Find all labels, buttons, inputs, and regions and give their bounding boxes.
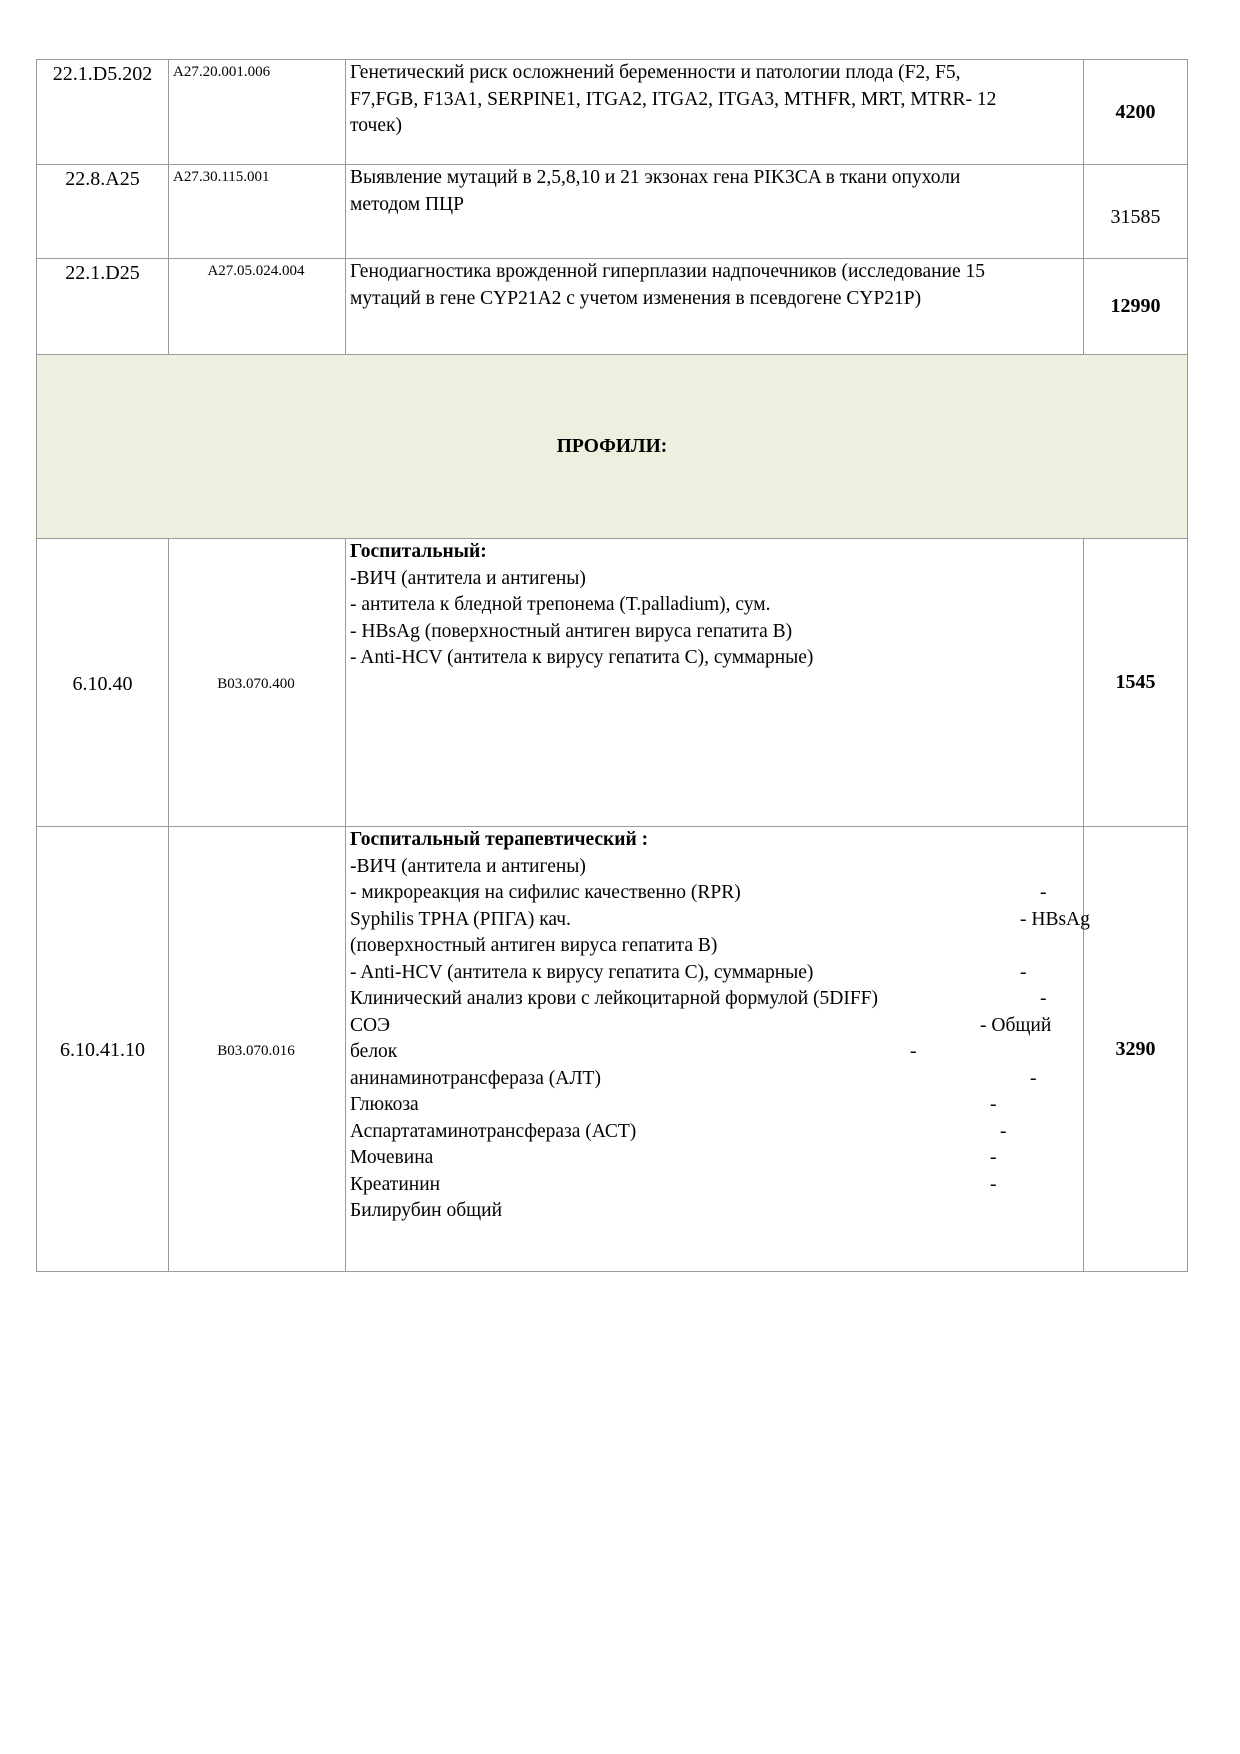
profile-lines <box>350 854 1090 1225</box>
description-line-continuation: - <box>990 1094 997 1115</box>
section-header-row <box>37 355 1188 539</box>
profile-title: Госпитальный терапевтический : <box>350 829 649 850</box>
service-description <box>346 259 1084 355</box>
description-line-continuation: - <box>1030 1067 1037 1089</box>
service-code: 22.8.A25 <box>37 165 169 259</box>
description-line <box>350 1172 1077 1199</box>
service-price: 31585 <box>1084 165 1188 259</box>
nomenclature-code: A27.20.001.006 <box>169 60 346 165</box>
description-line <box>350 1092 1077 1119</box>
table-row <box>37 60 1188 165</box>
service-description <box>346 60 1084 165</box>
nomenclature-code: A27.30.115.001 <box>169 165 346 259</box>
table-row <box>37 259 1188 355</box>
section-title: ПРОФИЛИ: <box>37 355 1188 539</box>
description-line <box>350 1145 1077 1172</box>
description-line <box>350 960 1077 987</box>
description-line-continuation: - <box>990 1147 997 1168</box>
description-line-continuation: - Общий <box>980 1014 1052 1036</box>
service-description <box>346 539 1084 827</box>
description-line: методом ПЦР <box>350 193 464 215</box>
description-line <box>350 854 1077 881</box>
description-line-continuation: - HBsAg <box>1020 908 1090 930</box>
service-code: 22.1.D5.202 <box>37 60 169 165</box>
description-line <box>350 1198 1077 1225</box>
price-list-table <box>36 59 1188 1272</box>
service-price: 3290 <box>1084 827 1188 1272</box>
profile-title: Госпитальный: <box>350 541 487 562</box>
nomenclature-code: B03.070.400 <box>169 539 346 827</box>
description-line: F7,FGB, F13A1, SERPINE1, ITGA2, ITGA2, ITGA3, MTHFR, MRT, MTRR- 12 <box>350 88 997 110</box>
description-line <box>350 1066 1077 1093</box>
nomenclature-code: B03.070.016 <box>169 827 346 1272</box>
table-row <box>37 165 1188 259</box>
description-line <box>350 907 1090 934</box>
description-line: - Anti-HCV (антитела к вирусу гепатита С), суммарные) <box>350 647 814 668</box>
description-line <box>350 986 1077 1013</box>
description-line-text: Аспартатаминотрансфераза (АСТ) <box>350 1120 637 1142</box>
description-line <box>350 933 1077 960</box>
service-code: 22.1.D25 <box>37 259 169 355</box>
description-line-text: анинаминотрансфераза (АЛТ) <box>350 1067 601 1089</box>
table-row <box>37 539 1188 827</box>
description-line: -ВИЧ (антитела и антигены) <box>350 567 586 589</box>
description-line <box>350 1013 1077 1040</box>
description-line-continuation: - <box>1040 988 1047 1009</box>
description-line-text: Клинический анализ крови с лейкоцитарной формулой (5DIFF) <box>350 988 879 1009</box>
description-line-text: Syphilis TPHA (РПГА) кач. <box>350 908 571 930</box>
description-line-text: Глюкоза <box>350 1094 419 1115</box>
description-line: точек) <box>350 115 402 136</box>
table-row <box>37 827 1188 1272</box>
description-line-continuation: - <box>1020 961 1027 983</box>
description-line-continuation: - <box>990 1173 997 1195</box>
description-line-continuation: - <box>1040 882 1047 903</box>
description-line-continuation: - <box>910 1041 917 1062</box>
description-line-text: - микрореакция на сифилис качественно (RPR) <box>350 882 741 903</box>
description-line-text: Мочевина <box>350 1147 434 1168</box>
description-line <box>350 1119 1077 1146</box>
description-line-text: белок <box>350 1041 398 1062</box>
service-description <box>346 827 1090 1272</box>
description-line <box>350 880 1077 907</box>
description-line <box>350 1039 1077 1066</box>
service-code: 6.10.41.10 <box>37 827 169 1272</box>
service-price: 4200 <box>1084 60 1188 165</box>
description-line: Генодиагностика врожденной гиперплазии надпочечников (исследование 15 <box>350 261 986 282</box>
description-line-text: Креатинин <box>350 1173 441 1195</box>
description-line-text: СОЭ <box>350 1014 390 1036</box>
description-line-text: - Anti-HCV (антитела к вирусу гепатита С), суммарные) <box>350 961 814 983</box>
nomenclature-code: A27.05.024.004 <box>169 259 346 355</box>
description-line-text: -ВИЧ (антитела и антигены) <box>350 855 586 877</box>
description-line-text: Билирубин общий <box>350 1200 503 1221</box>
description-line: мутаций в гене CYP21A2 с учетом изменения в псевдогене CYP21P) <box>350 287 922 309</box>
service-code: 6.10.40 <box>37 539 169 827</box>
service-description <box>346 165 1084 259</box>
description-line-continuation: - <box>1000 1120 1007 1142</box>
description-line: - HBsAg (поверхностный антиген вируса гепатита В) <box>350 620 793 642</box>
service-price: 1545 <box>1084 539 1188 827</box>
description-line: - антитела к бледной трепонема (T.palladium), сум. <box>350 594 771 615</box>
description-line: Генетический риск осложнений беременности и патологии плода (F2, F5, <box>350 62 961 83</box>
service-price: 12990 <box>1084 259 1188 355</box>
description-line-text: (поверхностный антиген вируса гепатита В) <box>350 935 718 956</box>
description-line: Выявление мутаций в 2,5,8,10 и 21 экзонах гена PIK3CA в ткани опухоли <box>350 167 961 188</box>
